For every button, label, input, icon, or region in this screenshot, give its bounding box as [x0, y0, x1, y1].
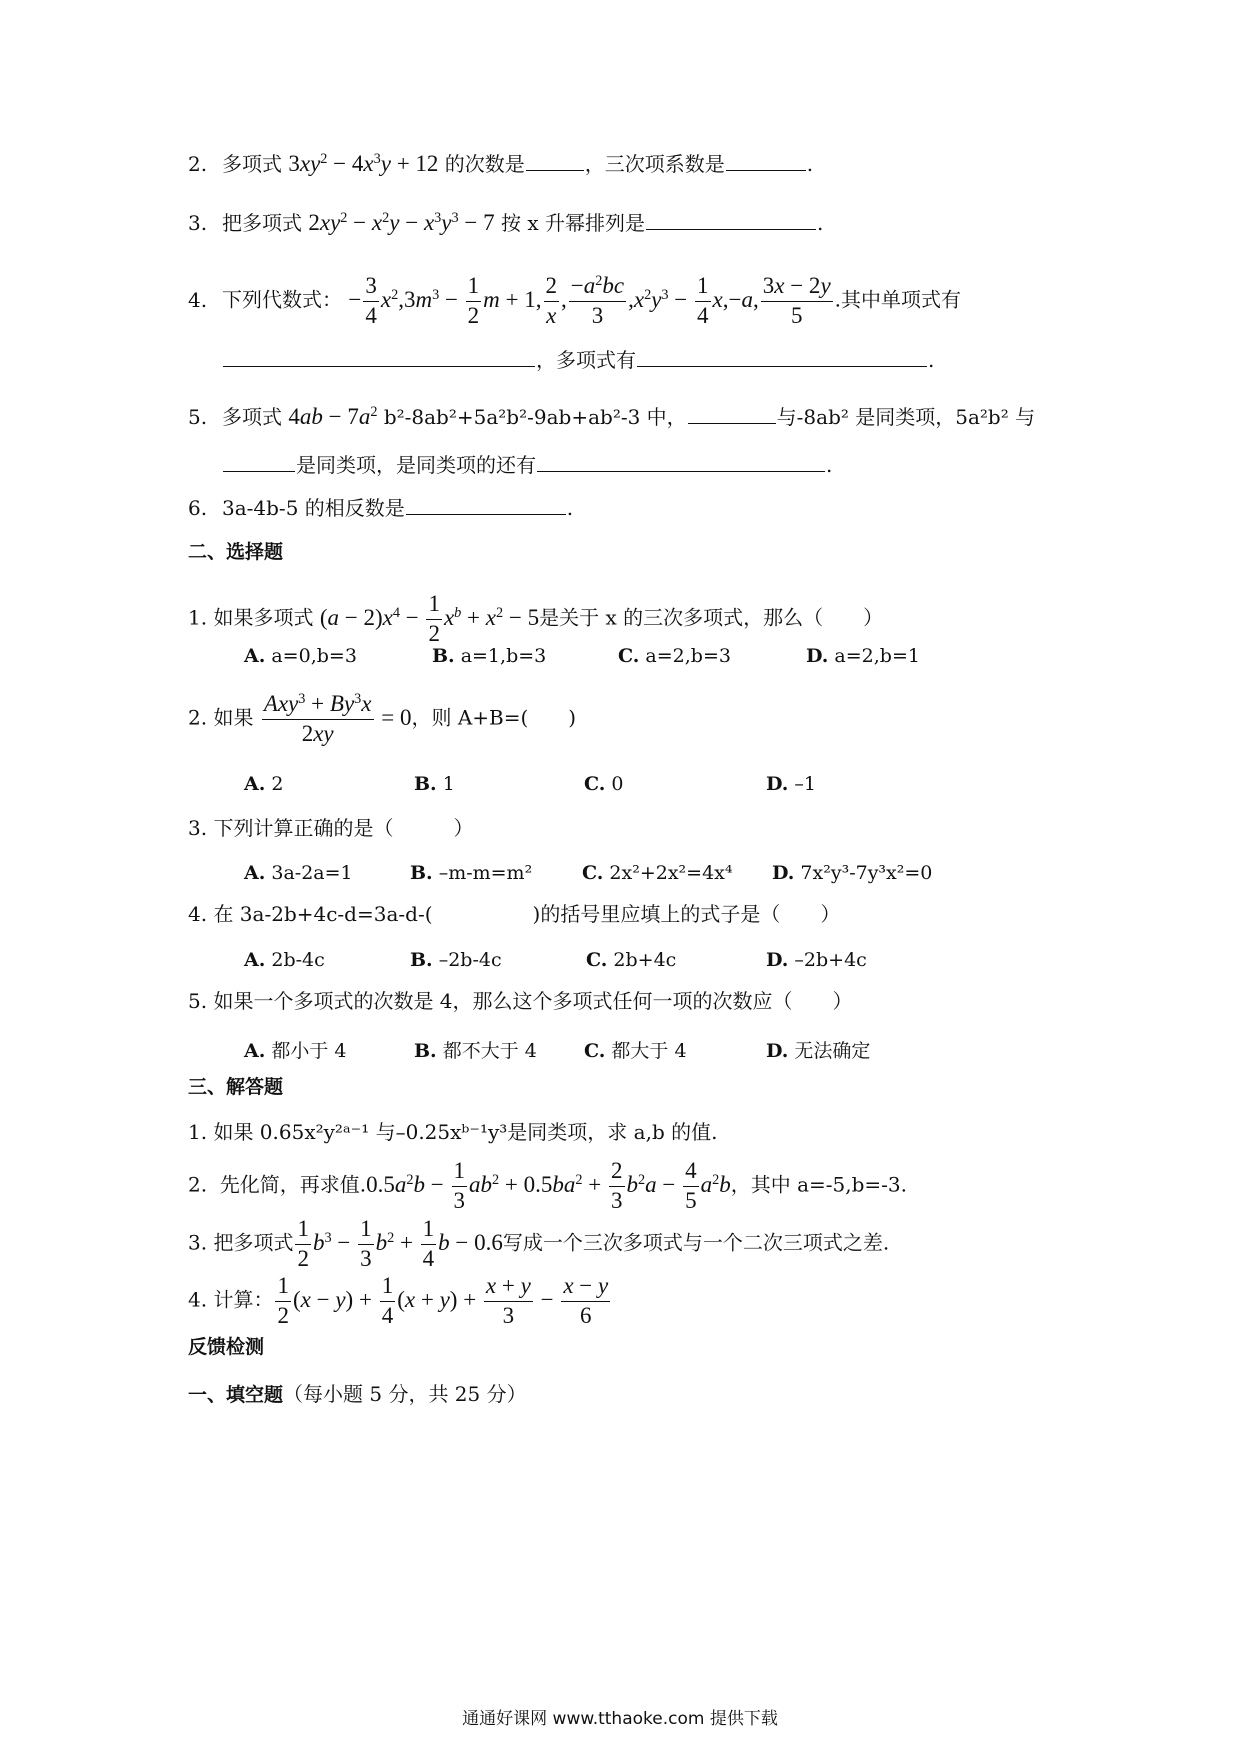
section-title-solve: 三、解答题: [188, 1076, 284, 1098]
answer-blank[interactable]: [637, 365, 927, 367]
option-d[interactable]: D. 7x²y³-7y³x²=0: [772, 862, 933, 884]
choice-question-2: 2. 如果 $\frac{Axy^3 + By^3x}{2xy}$ = 0，则 A+B=( ): [188, 691, 577, 746]
answer-blank[interactable]: [537, 470, 825, 472]
option-d[interactable]: D. 无法确定: [766, 1040, 871, 1062]
math-expression: $\frac{1}{2}$ (x − y) + $\frac{1}{4}$ (x + y) + $\frac{x + y}{3}$ − $\frac{x - y}{6}$: [277, 1273, 609, 1328]
math-expression: $0.5a^2b$ − $\frac{1}{3}$ $ab^2 + 0.5ba^2$ + $\frac{2}{3}$ $b^2a$ − $\frac{4}{5}$ $a^2b$: [366, 1158, 731, 1213]
math-expression: $3xy^2 - 4x^3y + 12$: [288, 151, 439, 176]
option-b[interactable]: B. a=1,b=3: [432, 645, 547, 667]
math-expression: $4ab - 7a^2$: [288, 404, 378, 429]
option-a[interactable]: A. 3a-2a=1: [244, 862, 353, 884]
fill-question-2: 2. 多项式 $3xy^2 - 4x^3y + 12$ 的次数是 ，三次项系数是 .: [188, 151, 814, 176]
option-d[interactable]: D. a=2,b=1: [806, 645, 920, 667]
option-a[interactable]: A. 2: [244, 773, 284, 795]
option-c[interactable]: C. 0: [584, 773, 624, 795]
math-expression: − $\frac{3}{4}$ $x^2,3m^3$ − $\frac{1}{2}$ m + 1, $\frac{2}{x}$ , $\frac{-a^2bc}{3}$ $,x^2y^3$ − $\frac{1}{4}$ x,−a, $\frac{3x - 2y}{5}$: [348, 273, 831, 328]
option-b[interactable]: B. 1: [414, 773, 455, 795]
answer-blank[interactable]: [526, 169, 584, 171]
choice-question-4: 4. 在 3a-2b+4c-d=3a-d-( )的括号里应填上的式子是（ ）: [188, 902, 841, 926]
choice-question-1: 1. 如果多项式 $(a - 2)x^4$ − $\frac{1}{2}$ $x^b + x^2 - 5$是关于 x 的三次多项式，那么（ ）: [188, 591, 884, 646]
fill-question-5: 5. 多项式 $4ab - 7a^2$ b²-8ab²+5a²b²-9ab+ab²-3 中， 与-8ab² 是同类项，5a²b² 与: [188, 404, 1036, 429]
fill-question-4: 4. 下列代数式： − $\frac{3}{4}$ $x^2,3m^3$ − $\frac{1}{2}$ m + 1, $\frac{2}{x}$ , $\frac{-a^2bc}{3}$ $,x^2y^3$ − $\frac{1}{4}$ x,−a, $\frac{3x - 2y}{5}$ .其中单项式有: [188, 273, 962, 328]
answer-blank[interactable]: [223, 365, 535, 367]
option-a[interactable]: A. 2b-4c: [244, 949, 325, 971]
option-b[interactable]: B. –2b-4c: [410, 949, 502, 971]
solve-question-2: 2. 先化简，再求值$.0.5a^2b$ − $\frac{1}{3}$ $ab^2 + 0.5ba^2$ + $\frac{2}{3}$ $b^2a$ − $\frac{4}{5}$ $a^2b$，其中 a=-5,b=-3.: [188, 1158, 908, 1213]
fill-question-5-line2: 是同类项，是同类项的还有 .: [222, 455, 832, 475]
option-b[interactable]: B. –m-m=m²: [410, 862, 533, 884]
answer-blank[interactable]: [646, 228, 816, 230]
fill-question-3: 3. 把多项式 $2xy^2 - x^2y - x^3y^3 - 7$ 按 x 升幂排列是 .: [188, 210, 824, 235]
section-title-fill: 一、填空题（每小题 5 分，共 25 分）: [188, 1382, 527, 1406]
math-expression: $\frac{Axy^3 + By^3x}{2xy}$ = 0: [263, 691, 412, 746]
section-title-choice: 二、选择题: [188, 541, 284, 563]
option-c[interactable]: C. 都大于 4: [584, 1040, 687, 1062]
fill-question-4-line2: ，多项式有 .: [222, 350, 934, 370]
option-c[interactable]: C. a=2,b=3: [618, 645, 731, 667]
math-expression: $(a - 2)x^4$ − $\frac{1}{2}$ $x^b + x^2 - 5$: [319, 591, 540, 646]
choice-question-5: 5. 如果一个多项式的次数是 4，那么这个多项式任何一项的次数应（ ）: [188, 989, 853, 1013]
option-c[interactable]: C. 2x²+2x²=4x⁴: [582, 862, 733, 884]
option-c[interactable]: C. 2b+4c: [586, 949, 677, 971]
answer-blank[interactable]: [223, 470, 295, 472]
option-a[interactable]: A. a=0,b=3: [244, 645, 357, 667]
solve-question-4: 4. 计算： $\frac{1}{2}$ (x − y) + $\frac{1}{4}$ (x + y) + $\frac{x + y}{3}$ − $\frac{x - y}{6}$: [188, 1272, 612, 1331]
solve-question-1: 1. 如果 0.65x²y²ᵃ⁻¹ 与–0.25xᵇ⁻¹y³是同类项，求 a,b 的值.: [188, 1120, 718, 1144]
answer-blank[interactable]: [406, 513, 566, 515]
page-footer: 通通好课网 www.tthaoke.com 提供下载: [462, 1709, 778, 1729]
option-d[interactable]: D. –2b+4c: [766, 949, 867, 971]
solve-question-3: 3. 把多项式 $\frac{1}{2}$ $b^3$ − $\frac{1}{3}$ $b^2$ + $\frac{1}{4}$ b − 0.6写成一个三次多项式与一个二次三项式之差.: [188, 1216, 890, 1271]
answer-blank[interactable]: [688, 422, 776, 424]
math-expression: $2xy^2 - x^2y - x^3y^3 - 7$: [308, 210, 495, 235]
answer-blank[interactable]: [726, 169, 806, 171]
choice-question-3: 3. 下列计算正确的是（ ）: [188, 816, 474, 840]
feedback-title: 反馈检测: [188, 1336, 265, 1358]
option-b[interactable]: B. 都不大于 4: [414, 1040, 537, 1062]
option-d[interactable]: D. –1: [766, 773, 817, 795]
math-expression: $\frac{1}{2}$ $b^3$ − $\frac{1}{3}$ $b^2$ + $\frac{1}{4}$ b − 0.6: [297, 1216, 503, 1271]
option-a[interactable]: A. 都小于 4: [244, 1040, 347, 1062]
fill-question-6: 6. 3a-4b-5 的相反数是 .: [188, 496, 574, 520]
